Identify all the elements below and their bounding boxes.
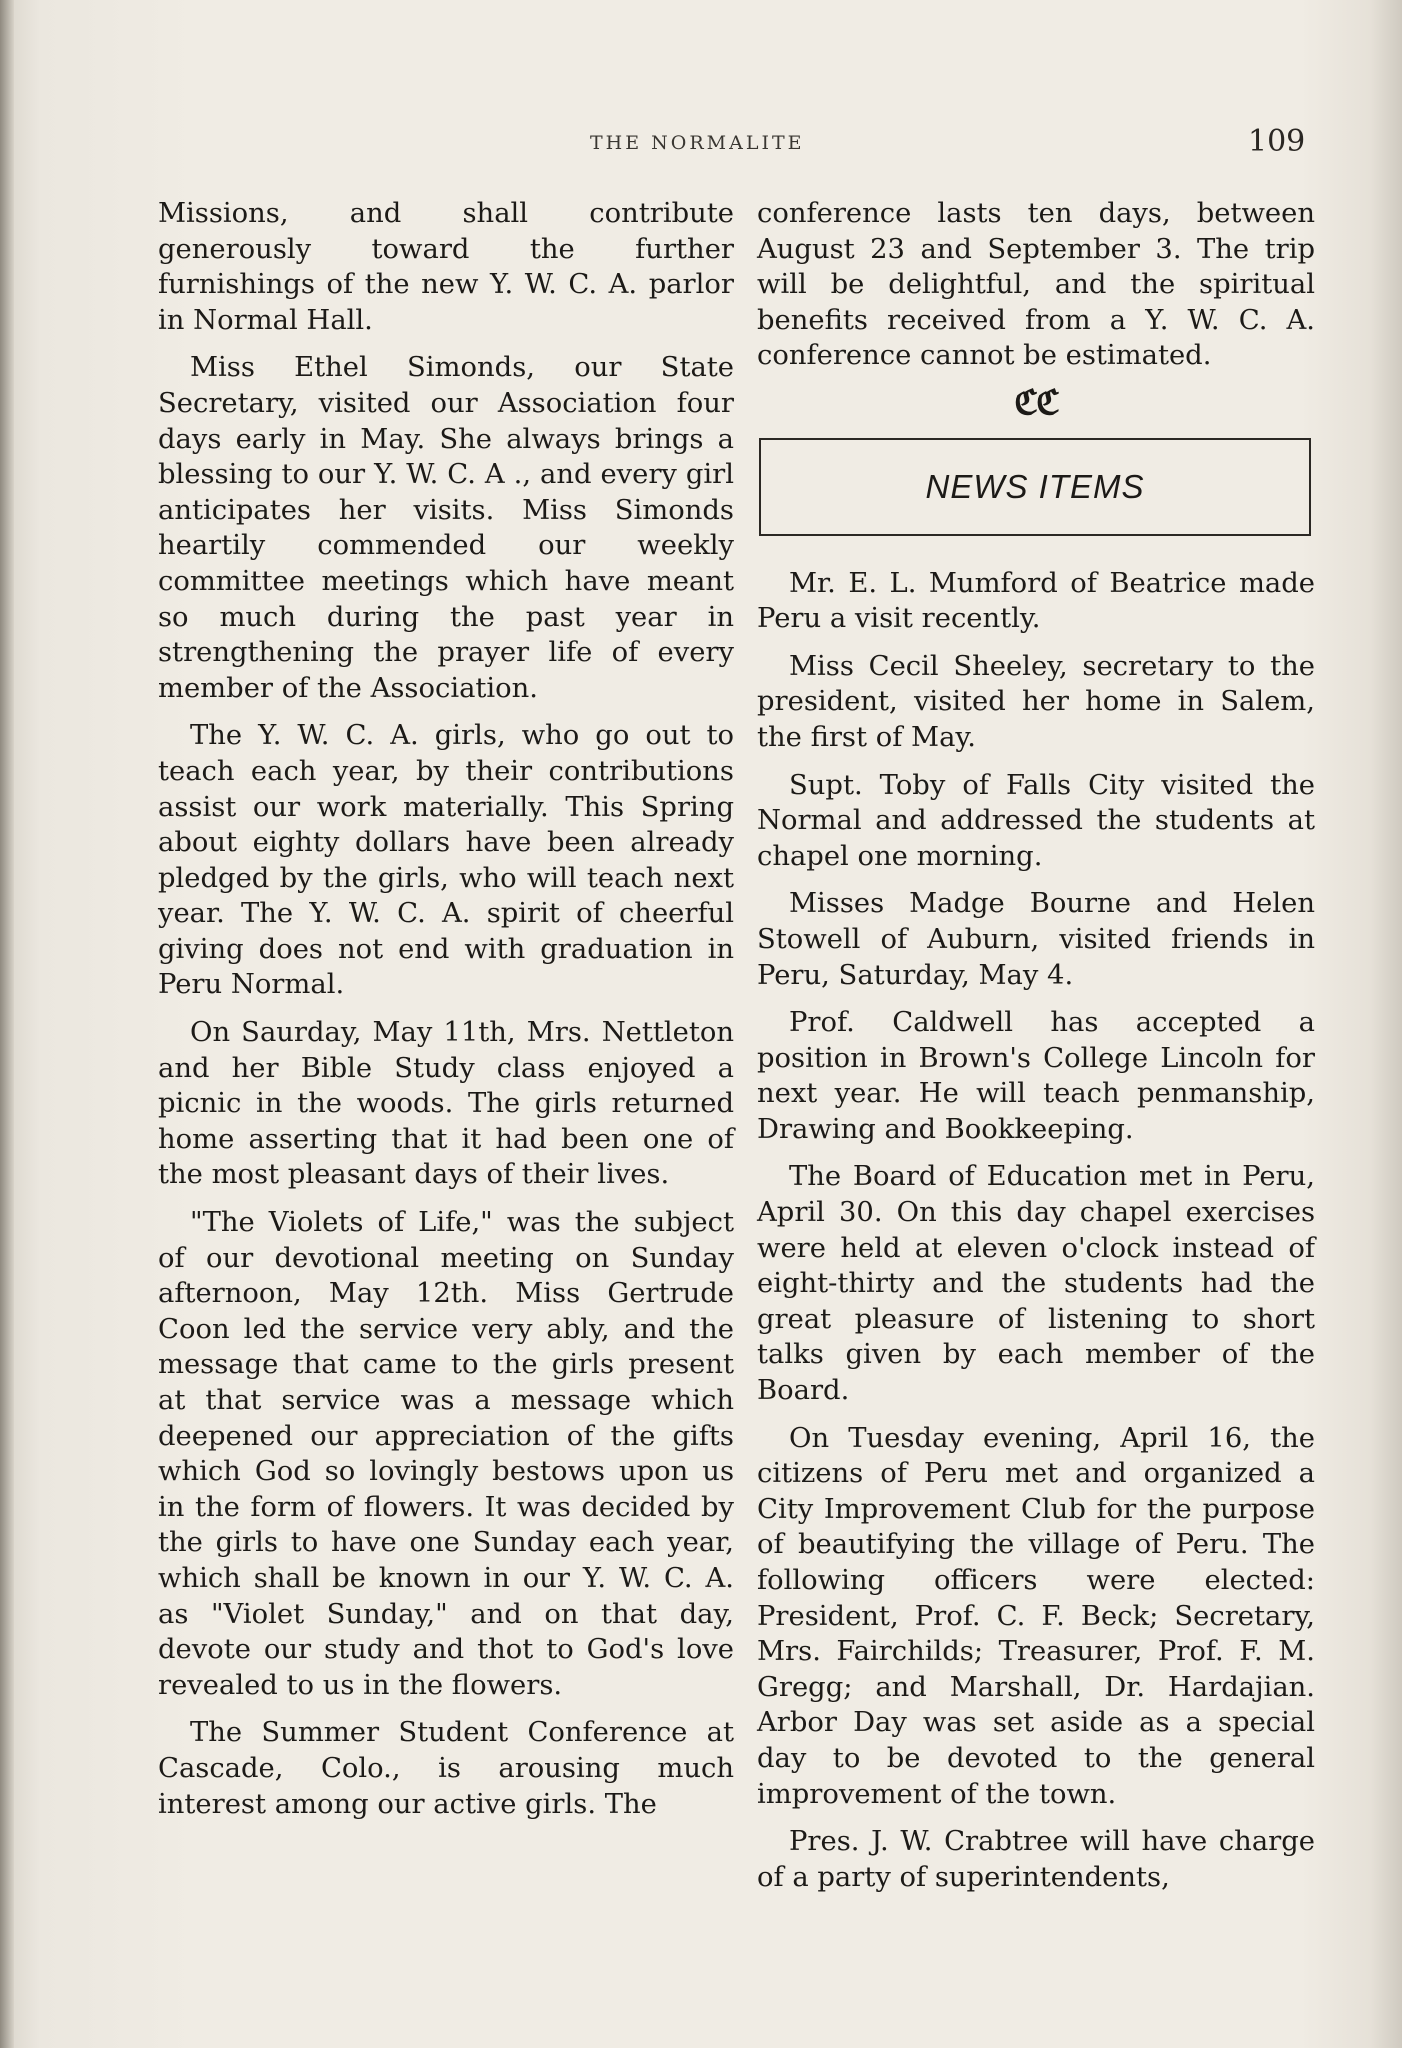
news-items-heading-box [759,438,1311,536]
paragraph: The Summer Student Conference at Cascade, Colo., is arousing much interest among our active girls. The [158,1717,734,1820]
news-items-heading: NEWS ITEMS [925,467,1145,505]
paragraph: Missions, and shall contribute generously toward the further furnishings of the new Y. W. C. A. parlor in Normal Hall. [158,198,734,336]
news-item: Supt. Toby of Falls City visited the Normal and addressed the students at chapel one morning. [757,769,1315,872]
right-column [757,196,1315,1907]
news-item: Misses Madge Bourne and Helen Stowell of Auburn, visited friends in Peru, Saturday, May 4. [757,888,1315,991]
paragraph: Miss Ethel Simonds, our State Secretary, visited our Association four days early in May. She always brings a blessing to our Y. W. C. A ., and every girl anticipates her visits. Miss Simonds heartily commended our weekly committee meetings which have meant so much during the past year in strengthening the prayer life of every member of the Association. [158,352,734,704]
paragraph: conference lasts ten days, between August 23 and September 3. The trip will be delightful, and the spiritual benefits received from a Y. W. C. A. conference cannot be estimated. [757,198,1315,372]
binding-shadow [0,0,14,2048]
news-item: On Tuesday evening, April 16, the citizens of Peru met and organized a City Improvement Club for the purpose of beautifying the village of Peru. The following officers were elected: President, Prof. C. F. Beck; Secretary, Mrs. Fairchilds; Treasurer, Prof. F. M. Gregg; and Marshall, Dr. Hardajian. Arbor Day was set aside as a special day to be devoted to the general improvement of the town. [757,1422,1315,1810]
running-title: THE NORMALITE [590,132,805,154]
news-item: Prof. Caldwell has accepted a position in Brown's College Lincoln for next year. He will teach penmanship, Drawing and Bookkeeping. [757,1007,1315,1145]
news-item: Pres. J. W. Crabtree will have charge of a party of superintendents, [757,1826,1315,1893]
paragraph: The Y. W. C. A. girls, who go out to teach each year, by their contributions assist our work materially. This Spring about eighty dollars have been already pledged by the girls, who will teach next year. The Y. W. C. A. spirit of cheerful giving does not end with graduation in Peru Normal. [158,720,734,1001]
paragraph: On Saurday, May 11th, Mrs. Nettleton and her Bible Study class enjoyed a picnic in the woods. The girls returned home asserting that it had been one of the most pleasant days of their lives. [158,1017,734,1191]
section-ornament: ℭℭ [1014,382,1058,423]
left-column [158,196,734,1834]
page-number: 109 [1248,124,1306,159]
news-item: Mr. E. L. Mumford of Beatrice made Peru a visit recently. [757,567,1315,635]
news-item: The Board of Education met in Peru, April 30. On this day chapel exercises were held at eleven o'clock instead of eight-thirty and the students had the great pleasure of listening to short talks given by each member of the Board. [757,1161,1315,1407]
news-item: Miss Cecil Sheeley, secretary to the president, visited her home in Salem, the first of May. [757,650,1315,753]
running-head [0,124,1402,162]
paragraph: "The Violets of Life," was the subject of our devotional meeting on Sunday afternoon, May 12th. Miss Gertrude Coon led the service very ably, and the message that came to the girls present at that service was a message which deepened our appreciation of the gifts which God so lovingly bestows upon us in the form of flowers. It was decided by the girls to have one Sunday each year, which shall be known in our Y. W. C. A. as "Violet Sunday," and on that day, devote our study and thot to God's love revealed to us in the flowers. [158,1207,734,1701]
